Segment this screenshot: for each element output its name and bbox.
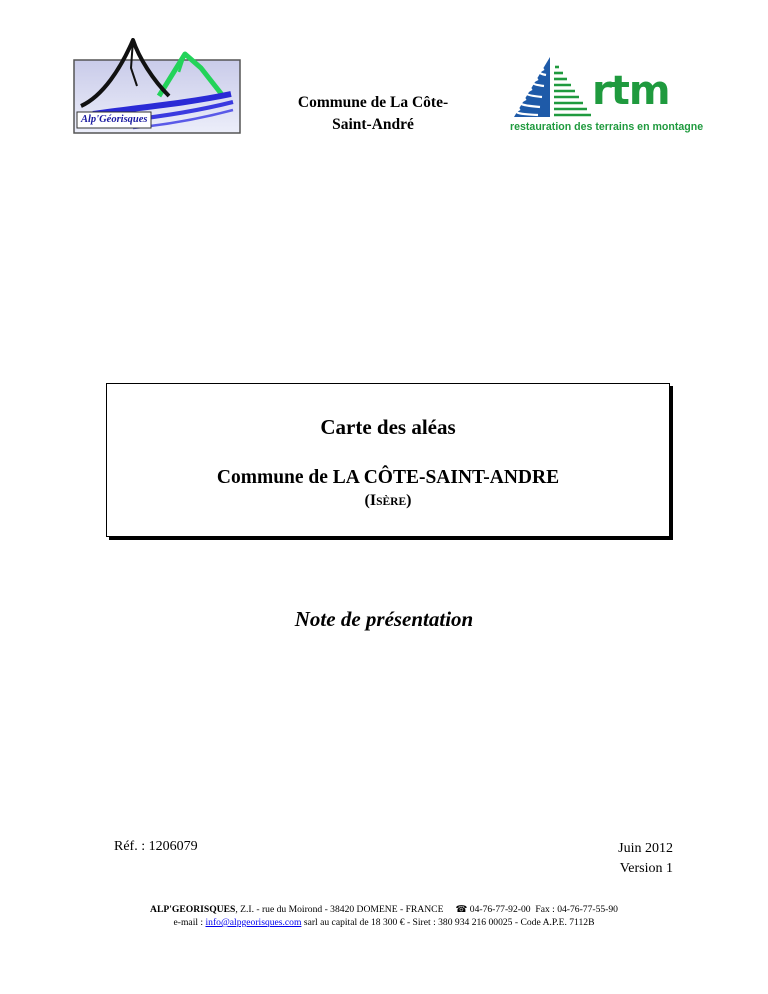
department-close: ) [406, 492, 412, 509]
footer-address: , Z.I. - rue du Moirond - 38420 DOMENE - FRANCE [235, 904, 444, 915]
date-version-block [618, 839, 673, 879]
alpgeorisques-logo [73, 38, 241, 134]
rtm-logo-word: rtm [592, 68, 670, 114]
reference-number: Réf. : 1206079 [114, 839, 198, 854]
alpgeorisques-logo-text: Alp'Géorisques [81, 114, 148, 125]
rtm-triangle-icon [506, 55, 598, 121]
footer-phone: ☎ 04-76-77-92-00 [455, 904, 531, 915]
footer-fax: Fax : 04-76-77-55-90 [535, 904, 618, 915]
title-box [106, 383, 670, 537]
footer-line1 [0, 903, 768, 916]
footer-email-link[interactable]: info@alpgeorisques.com [205, 917, 302, 928]
commune-header-line1: Commune de La Côte- [297, 94, 449, 111]
footer-email-label: e-mail : [173, 917, 206, 928]
rtm-logo [500, 55, 704, 137]
department-label [107, 492, 669, 510]
footer-company: ALP'GEORISQUES [150, 904, 236, 915]
document-subtitle: Note de présentation [294, 607, 474, 631]
footer-line2 [0, 916, 768, 929]
commune-header [268, 92, 478, 136]
commune-title: Commune de LA CÔTE-SAINT-ANDRE [216, 467, 560, 488]
rtm-logo-subtitle: restauration des terrains en montagne [510, 121, 704, 133]
document-title: Carte des aléas [320, 415, 456, 439]
commune-header-line2: Saint-André [332, 116, 414, 133]
department-small-caps: SÈRE [376, 496, 407, 508]
document-date: Juin 2012 [618, 841, 673, 856]
department-open: (I [364, 492, 377, 509]
footer [0, 903, 768, 929]
document-version: Version 1 [619, 861, 673, 876]
footer-legal: sarl au capital de 18 300 € - Siret : 380 934 216 00025 - Code A.P.E. 7112B [301, 917, 595, 928]
